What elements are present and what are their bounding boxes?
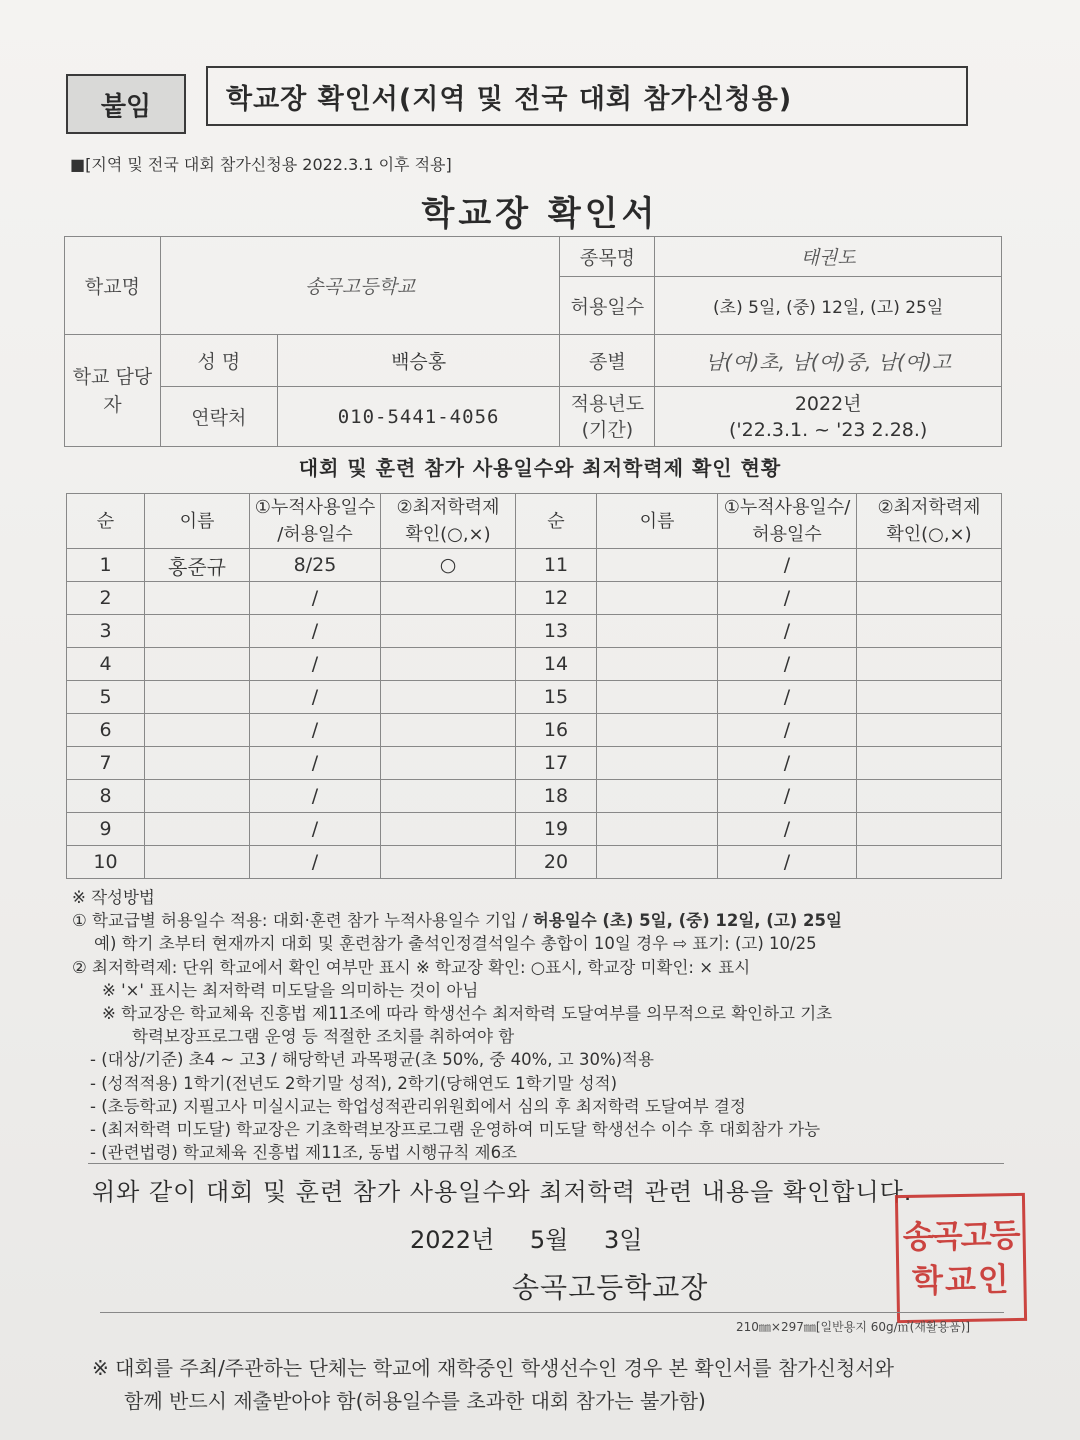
instructions: [72, 886, 1012, 1164]
name-value: 백승홍: [277, 335, 560, 387]
table-row: [67, 714, 1002, 747]
row-name: [145, 648, 250, 681]
school-label: 학교명: [65, 237, 161, 335]
instruction-line8: - (성적적용) 1학기(전년도 2학기말 성적), 2학기(당해연도 1학기말 성적): [90, 1073, 618, 1093]
header-check: [381, 494, 516, 549]
bottom-note: [92, 1352, 894, 1418]
bottom-note-line2: 함께 반드시 제출받아야 함(허용일수를 초과한 대회 참가는 불가함): [124, 1389, 706, 1413]
event-label: 종목명: [560, 237, 655, 277]
row-name-2: [597, 648, 718, 681]
row-days: /: [250, 846, 381, 879]
row-days-2: /: [718, 582, 857, 615]
instruction-line3: ② 최저학력제: 단위 학교에서 확인 여부만 표시 ※ 학교장 확인: ○표시, 학교장 미확인: × 표시: [72, 957, 751, 977]
row-name-2: [597, 747, 718, 780]
applicable-notice: ■[지역 및 전국 대회 참가신청용 2022.3.1 이후 적용]: [70, 155, 452, 174]
row-check-2: [857, 714, 1002, 747]
table-row: [67, 813, 1002, 846]
header-days-2-l1: ①누적사용일수/: [723, 497, 851, 518]
row-no-2: 11: [516, 549, 597, 582]
table-row: [67, 549, 1002, 582]
instruction-line7: - (대상/기준) 초4 ~ 고3 / 해당학년 과목평균(초 50%, 중 40%, 고 30%)적용: [90, 1050, 654, 1070]
row-name-2: [597, 780, 718, 813]
bottom-note-line1: ※ 대회를 주최/주관하는 단체는 학교에 재학중인 학생선수인 경우 본 확인서를 참가신청서와: [92, 1356, 894, 1380]
seal-line1: 송곡고등: [902, 1215, 1019, 1257]
row-name: 홍준규: [145, 549, 250, 582]
row-name: [145, 714, 250, 747]
contact-value: 010-5441-4056: [277, 387, 560, 447]
row-check-2: [857, 549, 1002, 582]
row-name-2: [597, 615, 718, 648]
row-name-2: [597, 549, 718, 582]
header-no: 순: [67, 494, 145, 549]
table-row: [67, 780, 1002, 813]
row-check: [381, 780, 516, 813]
participation-table: [66, 493, 1002, 879]
row-name: [145, 582, 250, 615]
instruction-line2: 예) 학기 초부터 현재까지 대회 및 훈련참가 출석인정결석일수 총합이 10일 경우 ⇨ 표기: (고) 10/25: [94, 934, 817, 954]
row-name-2: [597, 813, 718, 846]
allowed-days-label: 허용일수: [560, 277, 655, 335]
row-no: 10: [67, 846, 145, 879]
section-title: 대회 및 훈련 참가 사용일수와 최저학력제 확인 현황: [298, 456, 782, 480]
header-days-2-l2: 허용일수: [752, 524, 822, 545]
page-title: 학교장 확인서: [421, 194, 659, 234]
manager-label-text: 학교 담당자: [72, 365, 153, 416]
attachment-label: 붙임: [66, 74, 186, 134]
instruction-line1a: ① 학교급별 허용일수 적용: 대회·훈련 참가 누적사용일수 기입 /: [72, 911, 533, 931]
row-days: 8/25: [250, 549, 381, 582]
row-no-2: 19: [516, 813, 597, 846]
row-name-2: [597, 582, 718, 615]
row-days: /: [250, 714, 381, 747]
row-no: 8: [67, 780, 145, 813]
row-check-2: [857, 813, 1002, 846]
header-check-l2: 확인(○,×): [405, 524, 491, 545]
header-no-2: 순: [516, 494, 597, 549]
document-heading: 학교장 확인서(지역 및 전국 대회 참가신청용): [206, 66, 968, 126]
row-no-2: 13: [516, 615, 597, 648]
header-days-l1: ①누적사용일수: [254, 497, 376, 518]
header-check-2-l2: 확인(○,×): [886, 524, 972, 545]
row-days: /: [250, 615, 381, 648]
row-days-2: /: [718, 648, 857, 681]
row-no: 2: [67, 582, 145, 615]
row-check: [381, 648, 516, 681]
row-days-2: /: [718, 681, 857, 714]
row-check: [381, 582, 516, 615]
gender-label: 종별: [560, 335, 655, 387]
row-days: /: [250, 648, 381, 681]
year-label-line1: 적용년도: [570, 392, 645, 415]
header-days: [250, 494, 381, 549]
table-row: [67, 582, 1002, 615]
header-check-2: [857, 494, 1002, 549]
instruction-line10: - (최저학력 미도달) 학교장은 기초학력보장프로그램 운영하여 미도달 학생선수 이수 후 대회참가 가능: [90, 1120, 821, 1140]
row-name: [145, 681, 250, 714]
gender-value: 남(여)초, 남(여)중, 남(여)고: [655, 335, 1002, 387]
row-check-2: [857, 681, 1002, 714]
principal-signature: 송곡고등학교장: [512, 1271, 709, 1304]
row-no: 7: [67, 747, 145, 780]
paper-spec: 210㎜×297㎜[일반용지 60g/㎡(재활용품)]: [736, 1320, 971, 1334]
name-label: 성 명: [160, 335, 277, 387]
table-row: [67, 747, 1002, 780]
manager-label: [65, 335, 161, 447]
year-value-line2: ('22.3.1. ~ '23 2.28.): [729, 418, 928, 441]
row-name: [145, 780, 250, 813]
row-no-2: 15: [516, 681, 597, 714]
row-days-2: /: [718, 846, 857, 879]
allowed-days-value: (초) 5일, (중) 12일, (고) 25일: [655, 277, 1002, 335]
row-check: [381, 846, 516, 879]
year-value-line1: 2022년: [794, 392, 862, 415]
row-name: [145, 615, 250, 648]
row-no-2: 20: [516, 846, 597, 879]
table-row: [67, 648, 1002, 681]
row-days: /: [250, 813, 381, 846]
row-days-2: /: [718, 780, 857, 813]
header-check-2-l1: ②최저학력제: [877, 497, 981, 518]
info-table: [64, 236, 1002, 447]
row-days: /: [250, 780, 381, 813]
row-no: 4: [67, 648, 145, 681]
table-row: [67, 846, 1002, 879]
row-no: 1: [67, 549, 145, 582]
confirmation-text: 위와 같이 대회 및 훈련 참가 사용일수와 최저학력 관련 내용을 확인합니다.: [92, 1178, 913, 1206]
event-value: 태권도: [655, 237, 1002, 277]
row-days-2: /: [718, 714, 857, 747]
instruction-line11: - (관련법령) 학교체육 진흥법 제11조, 동법 시행규칙 제6조: [90, 1143, 517, 1163]
instruction-line5: ※ 학교장은 학교체육 진흥법 제11조에 따라 학생선수 최저학력 도달여부를 의무적으로 확인하고 기초: [102, 1004, 833, 1024]
row-days: /: [250, 681, 381, 714]
row-check-2: [857, 648, 1002, 681]
row-days: /: [250, 582, 381, 615]
row-check: ○: [381, 549, 516, 582]
table-row: [67, 681, 1002, 714]
row-no-2: 12: [516, 582, 597, 615]
row-check-2: [857, 615, 1002, 648]
row-days: /: [250, 747, 381, 780]
year-label: [560, 387, 655, 447]
row-no: 5: [67, 681, 145, 714]
row-days-2: /: [718, 615, 857, 648]
contact-label: 연락처: [160, 387, 277, 447]
row-no: 9: [67, 813, 145, 846]
seal-line2: 학교인: [911, 1260, 1012, 1300]
header-name: 이름: [145, 494, 250, 549]
row-days-2: /: [718, 747, 857, 780]
row-check: [381, 714, 516, 747]
row-no-2: 18: [516, 780, 597, 813]
issue-date: 2022년 5월 3일: [410, 1226, 643, 1254]
row-name-2: [597, 714, 718, 747]
instruction-line9: - (초등학교) 지필고사 미실시교는 학업성적관리위원회에서 심의 후 최저학력 도달여부 결정: [90, 1096, 746, 1116]
row-no-2: 17: [516, 747, 597, 780]
table-row: [67, 615, 1002, 648]
school-value: 송곡고등학교: [160, 237, 560, 335]
row-check-2: [857, 846, 1002, 879]
row-check-2: [857, 582, 1002, 615]
row-name: [145, 747, 250, 780]
instructions-heading: ※ 작성방법: [72, 888, 155, 907]
row-check: [381, 615, 516, 648]
row-name: [145, 813, 250, 846]
row-check: [381, 813, 516, 846]
row-no-2: 16: [516, 714, 597, 747]
school-seal: [895, 1193, 1027, 1323]
row-no: 3: [67, 615, 145, 648]
divider: [88, 1163, 1004, 1164]
row-check-2: [857, 747, 1002, 780]
instruction-line6: 학력보장프로그램 운영 등 적절한 조치를 취하여야 함: [132, 1027, 515, 1047]
year-value: [655, 387, 1002, 447]
row-check: [381, 747, 516, 780]
instruction-line: [72, 909, 1012, 932]
row-days-2: /: [718, 813, 857, 846]
header-check-l1: ②최저학력제: [396, 497, 500, 518]
row-name: [145, 846, 250, 879]
header-name-2: 이름: [597, 494, 718, 549]
row-no-2: 14: [516, 648, 597, 681]
row-name-2: [597, 681, 718, 714]
row-name-2: [597, 846, 718, 879]
row-check: [381, 681, 516, 714]
table-header-row: [67, 494, 1002, 549]
divider-bottom: [100, 1312, 1004, 1313]
instruction-line1b: 허용일수 (초) 5일, (중) 12일, (고) 25일: [532, 911, 842, 931]
header-days-l2: /허용일수: [277, 524, 353, 545]
header-days-2: [718, 494, 857, 549]
row-check-2: [857, 780, 1002, 813]
year-label-line2: (기간): [581, 418, 634, 441]
row-no: 6: [67, 714, 145, 747]
row-days-2: /: [718, 549, 857, 582]
instruction-line4: ※ '×' 표시는 최저학력 미도달을 의미하는 것이 아님: [102, 980, 479, 1000]
